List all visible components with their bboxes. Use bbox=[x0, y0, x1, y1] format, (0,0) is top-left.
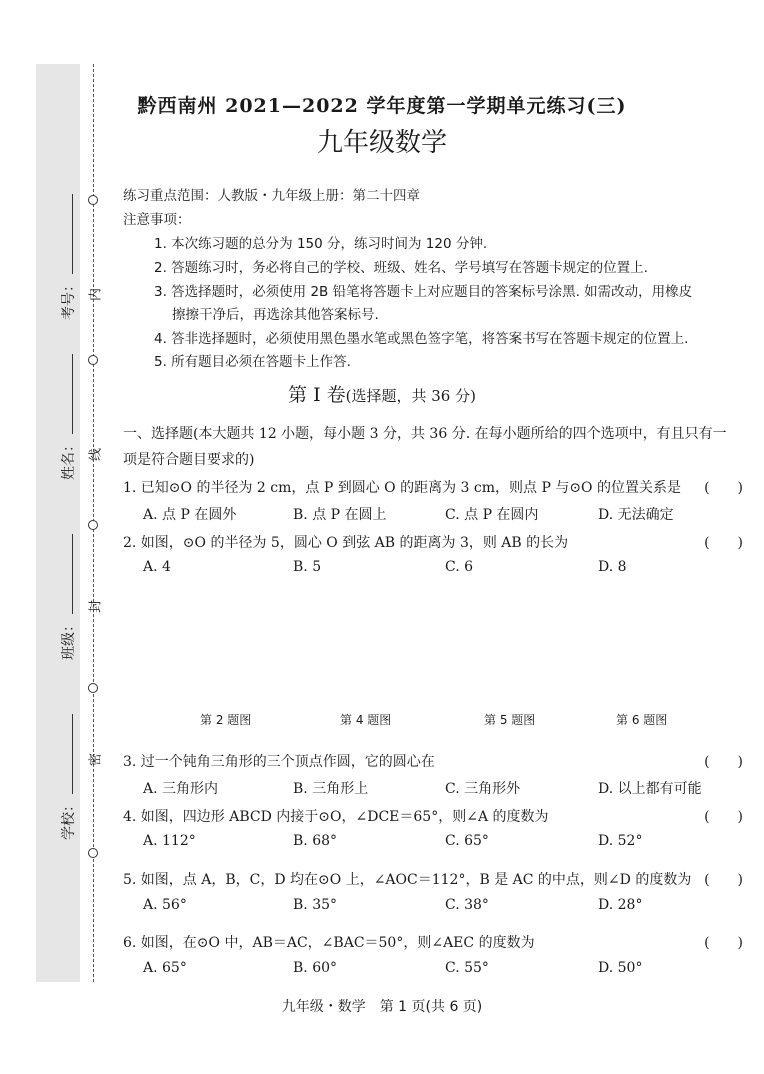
binding-hole bbox=[88, 520, 98, 530]
answer-bracket[interactable]: ( ) bbox=[704, 754, 743, 770]
option-d[interactable]: D. 无法确定 bbox=[598, 507, 674, 523]
option-a[interactable]: A. 112° bbox=[143, 833, 196, 849]
option-a[interactable]: A. 56° bbox=[143, 897, 187, 913]
figure-label: 第 5 题图 bbox=[484, 713, 536, 727]
option-a[interactable]: A. 三角形内 bbox=[143, 781, 219, 797]
option-a[interactable]: A. 65° bbox=[143, 960, 187, 976]
section-instructions: 一、选择题(本大题共 12 小题，每小题 3 分，共 36 分. 在每小题所给的四个选项中，有且只有一 bbox=[123, 426, 727, 442]
notice-item: 擦擦干净后，再选涂其他答案标号. bbox=[172, 307, 379, 323]
binding-hole bbox=[88, 195, 98, 205]
option-c[interactable]: C. 点 P 在圆内 bbox=[445, 507, 539, 523]
notice-item: 2. 答题练习时，务必将自己的学校、班级、姓名、学号填写在答题卡规定的位置上. bbox=[154, 260, 648, 276]
section-title: 第 I 卷(选择题，共 36 分) bbox=[288, 384, 476, 406]
question-4: 4. 如图，四边形 ABCD 内接于⊙O，∠DCE＝65°，则∠A 的度数为 ( ) bbox=[123, 806, 743, 826]
option-c[interactable]: C. 55° bbox=[445, 960, 489, 976]
option-c[interactable]: C. 38° bbox=[445, 897, 489, 913]
page-footer: 九年级・数学 第 1 页(共 6 页) bbox=[281, 999, 483, 1015]
answer-bracket[interactable]: ( ) bbox=[704, 809, 743, 825]
answer-bracket[interactable]: ( ) bbox=[704, 935, 743, 951]
exam-subtitle: 九年级数学 bbox=[316, 128, 447, 158]
option-d[interactable]: D. 50° bbox=[598, 960, 643, 976]
scope-text: 练习重点范围：人教版・九年级上册：第二十四章 bbox=[123, 188, 420, 204]
binding-hole bbox=[88, 683, 98, 693]
notice-item: 1. 本次练习题的总分为 150 分，练习时间为 120 分钟. bbox=[154, 236, 488, 252]
option-d[interactable]: D. 8 bbox=[598, 559, 627, 575]
answer-bracket[interactable]: ( ) bbox=[704, 872, 743, 888]
school-field[interactable]: 学校： bbox=[58, 714, 78, 840]
option-b[interactable]: B. 5 bbox=[293, 559, 322, 575]
notice-item: 4. 答非选择题时，必须使用黑色墨水笔或黑色签字笔，将答案书写在答题卡规定的位置上. bbox=[154, 331, 689, 347]
binding-hole bbox=[88, 355, 98, 365]
option-c[interactable]: C. 6 bbox=[445, 559, 474, 575]
binding-hole bbox=[88, 848, 98, 858]
cut-line-char: 封 bbox=[88, 600, 104, 614]
class-field[interactable]: 班级： bbox=[58, 534, 78, 660]
cut-line-char: 线 bbox=[88, 448, 104, 462]
question-6: 6. 如图，在⊙O 中，AB＝AC，∠BAC＝50°，则∠AEC 的度数为 ( ) bbox=[123, 932, 743, 952]
question-1: 1. 已知⊙O 的半径为 2 cm，点 P 到圆心 O 的距离为 3 cm，则点 P 与⊙O 的位置关系是 ( ) bbox=[123, 477, 743, 497]
option-b[interactable]: B. 点 P 在圆上 bbox=[293, 507, 387, 523]
section-instructions: 项是符合题目要求的) bbox=[123, 452, 255, 468]
option-a[interactable]: A. 4 bbox=[143, 559, 171, 575]
notice-heading: 注意事项： bbox=[123, 212, 191, 228]
option-b[interactable]: B. 60° bbox=[293, 960, 338, 976]
option-b[interactable]: B. 68° bbox=[293, 833, 338, 849]
option-c[interactable]: C. 三角形外 bbox=[445, 781, 521, 797]
option-c[interactable]: C. 65° bbox=[445, 833, 489, 849]
option-b[interactable]: B. 三角形上 bbox=[293, 781, 369, 797]
cut-line-char: 密 bbox=[88, 753, 104, 767]
exam-title: 黔西南州 2021—2022 学年度第一学期单元练习(三) bbox=[137, 95, 627, 117]
exam-number-field[interactable]: 考号： bbox=[58, 194, 78, 320]
question-3: 3. 过一个钝角三角形的三个顶点作圆，它的圆心在 ( ) bbox=[123, 751, 743, 771]
option-a[interactable]: A. 点 P 在圆外 bbox=[143, 507, 237, 523]
question-5: 5. 如图，点 A，B，C，D 均在⊙O 上，∠AOC＝112°，B 是 AC 的中点，则∠D 的度数为 ( ) bbox=[123, 869, 743, 889]
name-field[interactable]: 姓名： bbox=[58, 354, 78, 480]
cut-line-char: 内 bbox=[88, 288, 104, 302]
answer-bracket[interactable]: ( ) bbox=[704, 535, 743, 551]
notice-item: 3. 答选择题时，必须使用 2B 铅笔将答题卡上对应题目的答案标号涂黑. 如需改动，用橡皮 bbox=[154, 284, 693, 300]
notice-item: 5. 所有题目必须在答题卡上作答. bbox=[154, 354, 351, 370]
figure-label: 第 2 题图 bbox=[200, 713, 252, 727]
answer-bracket[interactable]: ( ) bbox=[704, 480, 743, 496]
option-b[interactable]: B. 35° bbox=[293, 897, 338, 913]
figure-label: 第 4 题图 bbox=[340, 713, 392, 727]
option-d[interactable]: D. 28° bbox=[598, 897, 643, 913]
option-d[interactable]: D. 52° bbox=[598, 833, 643, 849]
question-2: 2. 如图，⊙O 的半径为 5，圆心 O 到弦 AB 的距离为 3，则 AB 的长为 ( ) bbox=[123, 532, 743, 552]
figure-label: 第 6 题图 bbox=[616, 713, 668, 727]
option-d[interactable]: D. 以上都有可能 bbox=[598, 781, 702, 797]
